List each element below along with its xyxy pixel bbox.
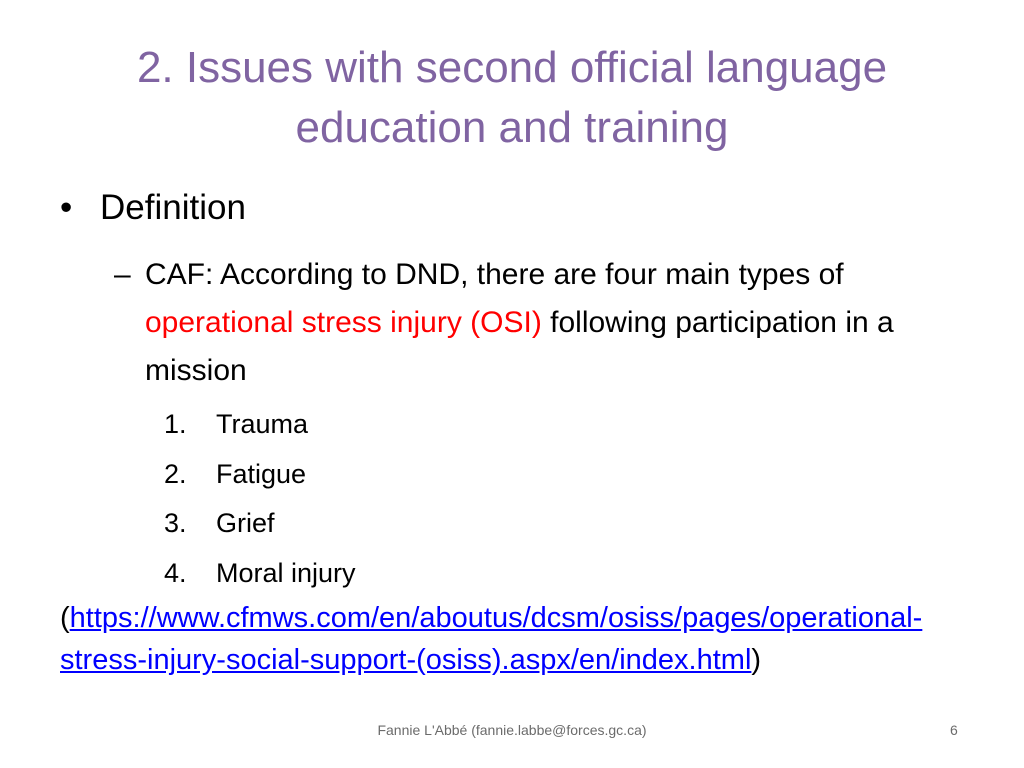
sub-bullet-text-before: CAF: According to DND, there are four main types of bbox=[145, 258, 844, 291]
sub-bullet-marker: – bbox=[114, 258, 131, 291]
source-close-paren: ) bbox=[751, 644, 762, 676]
list-item-number: 4. bbox=[164, 557, 187, 588]
list-item-number: 1. bbox=[164, 409, 187, 439]
list-item bbox=[164, 400, 356, 450]
osi-highlight: operational stress injury (OSI) bbox=[145, 306, 542, 339]
osi-types-list bbox=[164, 400, 356, 598]
footer-text: Fannie L'Abbé (fannie.labbe@forces.gc.ca) bbox=[377, 722, 647, 738]
source-open-paren: ( bbox=[60, 602, 70, 634]
list-item bbox=[164, 499, 356, 549]
list-item-label: Grief bbox=[216, 508, 275, 538]
bullet-marker: • bbox=[60, 188, 73, 227]
source-link[interactable]: https://www.cfmws.com/en/aboutus/dcsm/osiss/pages/operational-stress-injury-social-support-(osiss).aspx/en/index.html bbox=[60, 602, 923, 676]
list-item bbox=[164, 549, 356, 599]
slide-number: 6 bbox=[950, 722, 958, 738]
sub-bullet-caf bbox=[114, 251, 964, 395]
list-item-number: 2. bbox=[164, 458, 187, 489]
list-item bbox=[164, 450, 356, 500]
list-item-label: Moral injury bbox=[216, 557, 356, 588]
bullet-definition bbox=[60, 186, 246, 230]
source-citation bbox=[60, 597, 970, 681]
list-item-label: Fatigue bbox=[216, 458, 307, 489]
list-item-number: 3. bbox=[164, 508, 187, 538]
list-item-label: Trauma bbox=[216, 409, 309, 439]
sub-bullet-text bbox=[145, 251, 964, 395]
slide-title: 2. Issues with second official language education and training bbox=[136, 43, 888, 152]
bullet-text: Definition bbox=[100, 188, 246, 227]
sub-bullet-text-after: following participation in a mission bbox=[145, 306, 894, 387]
